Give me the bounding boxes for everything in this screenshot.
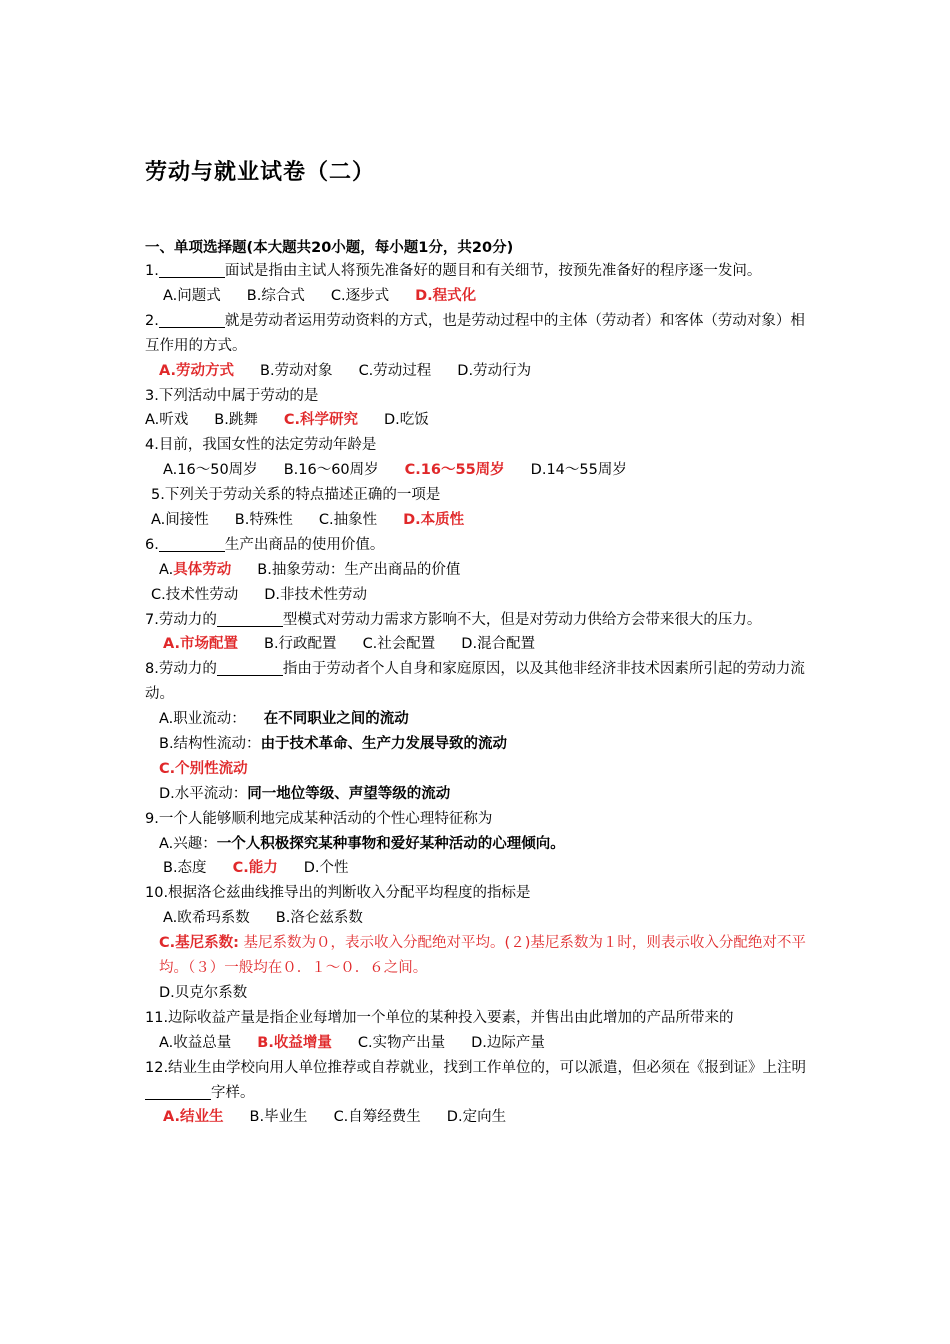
option-c: C.抽象性	[318, 511, 378, 528]
option-a: A.间接性	[151, 511, 209, 528]
question-list	[145, 259, 810, 1130]
option-a-label: A.职业流动：	[159, 711, 246, 728]
question-6	[145, 533, 810, 558]
option-d: D.吃饭	[384, 412, 429, 429]
option-c-answer	[145, 931, 810, 981]
option-a: A.问题式	[163, 287, 221, 304]
option-a-answer: A.结业生	[163, 1109, 224, 1126]
option-a	[145, 707, 810, 732]
options-6-row2	[145, 583, 810, 608]
option-a	[145, 832, 810, 857]
options-7	[145, 632, 810, 657]
section-heading: 一、单项选择题(本大题共20小题，每小题1分，共20分)	[145, 240, 514, 256]
option-c: C.实物产出量	[357, 1034, 446, 1051]
question-text: 指由于劳动者个人自身和家庭原因，以及其他非经济非技术因素所引起的劳动力流动。	[145, 661, 805, 703]
option-a-answer: A.市场配置	[163, 636, 238, 653]
option-b: B.态度	[163, 860, 207, 877]
option-d-answer: D.程式化	[415, 287, 477, 304]
option-d: D.14～55周岁	[530, 462, 627, 479]
option-b-answer: B.收益增量	[257, 1034, 332, 1051]
option-b: B.跳舞	[214, 412, 258, 429]
option-a: A.听戏	[145, 412, 189, 429]
answer-blank	[159, 535, 225, 552]
option-b: B.综合式	[246, 287, 305, 304]
option-d-label: D.水平流动：	[159, 785, 248, 802]
options-10	[145, 906, 810, 931]
option-d: D.混合配置	[461, 636, 536, 653]
question-12	[145, 1056, 810, 1106]
question-text: 型模式对劳动力需求方影响不大，但是对劳动力供给方会带来很大的压力。	[282, 611, 762, 628]
question-number: 8.劳动力的	[145, 661, 217, 678]
option-b: B.特殊性	[234, 511, 293, 528]
option-c-answer: C.科学研究	[283, 412, 358, 429]
option-b: B.抽象劳动：生产出商品的价值	[257, 561, 461, 578]
option-d-note: 同一地位等级、声望等级的流动	[247, 785, 451, 802]
question-9: 9.一个人能够顺利地完成某种活动的个性心理特征称为	[145, 810, 493, 827]
option-a-note: 在不同职业之间的流动	[263, 711, 409, 728]
options-9	[145, 856, 810, 881]
option-b: B.行政配置	[264, 636, 337, 653]
options-5	[145, 508, 810, 533]
question-3: 3.下列活动中属于劳动的是	[145, 387, 319, 404]
option-b: B.劳动对象	[260, 362, 333, 379]
option-c-answer: C.16～55周岁	[404, 462, 505, 479]
option-d-answer: D.本质性	[403, 511, 465, 528]
option-c: C.劳动过程	[358, 362, 432, 379]
option-d: D.边际产量	[471, 1034, 545, 1051]
option-a-prefix: A.	[159, 561, 174, 578]
option-c-answer: C.能力	[232, 860, 278, 877]
option-b: B.毕业生	[249, 1109, 308, 1126]
option-d: D.贝克尔系数	[159, 984, 248, 1001]
option-d: D.个性	[303, 860, 349, 877]
option-a	[159, 558, 231, 583]
question-5: 5.下列关于劳动关系的特点描述正确的一项是	[151, 487, 441, 504]
option-d	[145, 782, 810, 807]
option-b: B.16～60周岁	[283, 462, 379, 479]
question-text: 就是劳动者运用劳动资料的方式，也是劳动过程中的主体（劳动者）和客体（劳动对象）相互作用的方式。	[145, 312, 805, 354]
options-2	[145, 359, 810, 384]
option-b: B.洛仑兹系数	[275, 910, 363, 927]
question-number: 7.劳动力的	[145, 611, 217, 628]
options-6-row1	[145, 558, 810, 583]
option-a-answer: 具体劳动	[173, 561, 232, 578]
option-a-answer: A.劳动方式	[159, 362, 234, 379]
question-2	[145, 309, 810, 359]
option-d: D.定向生	[446, 1109, 507, 1126]
question-1	[145, 259, 810, 284]
question-4: 4.目前，我国女性的法定劳动年龄是	[145, 437, 377, 454]
page-title: 劳动与就业试卷（二）	[145, 160, 376, 185]
answer-blank	[159, 311, 225, 328]
option-a: A.欧希玛系数	[163, 910, 250, 927]
option-c: C.逐步式	[330, 287, 390, 304]
option-b-note: 由于技术革命、生产力发展导致的流动	[260, 736, 508, 753]
option-c-note: 基尼系数为０，表示收入分配绝对平均。(２)基尼系数为１时，则表示收入分配绝对不平均。（３）一般均在０．１～０．６之间。	[159, 935, 806, 977]
question-10: 10.根据洛仑兹曲线推导出的判断收入分配平均程度的指标是	[145, 885, 531, 902]
answer-blank	[145, 1083, 211, 1100]
option-a-note: 一个人积极探究某种事物和爱好某种活动的心理倾向。	[216, 835, 565, 852]
option-b-label: B.结构性流动：	[159, 736, 261, 753]
options-3	[145, 408, 810, 433]
question-suffix: 字样。	[211, 1084, 255, 1101]
option-a: A.16～50周岁	[163, 462, 258, 479]
option-d: D.非技术性劳动	[264, 586, 368, 603]
options-4	[145, 458, 810, 483]
option-c-answer: C.个别性流动	[159, 760, 248, 777]
question-number: 1.	[145, 263, 159, 279]
question-number: 2.	[145, 312, 159, 329]
question-number: 6.	[145, 536, 159, 553]
options-11	[145, 1031, 810, 1056]
options-12	[145, 1105, 810, 1130]
option-d: D.劳动行为	[457, 362, 532, 379]
options-1	[145, 284, 810, 309]
question-text: 生产出商品的使用价值。	[224, 536, 385, 553]
answer-blank	[217, 610, 283, 627]
option-c: C.技术性劳动	[151, 586, 239, 603]
question-text: 12.结业生由学校向用人单位推荐或自荐就业，找到工作单位的，可以派遣，但必须在《报到证》上注明	[145, 1059, 807, 1076]
option-c-label: C.基尼系数:	[159, 935, 239, 952]
question-7	[145, 608, 810, 633]
option-c: C.社会配置	[362, 636, 436, 653]
option-a-label: A.兴趣：	[159, 835, 217, 852]
answer-blank	[217, 659, 283, 676]
answer-blank	[159, 261, 225, 278]
question-text: 面试是指由主试人将预先准备好的题目和有关细节，按预先准备好的程序逐一发问。	[224, 263, 762, 279]
question-8	[145, 657, 810, 707]
option-a: A.收益总量	[159, 1034, 232, 1051]
question-11: 11.边际收益产量是指企业每增加一个单位的某种投入要素，并售出由此增加的产品所带来的	[145, 1009, 734, 1026]
option-c: C.自筹经费生	[333, 1109, 421, 1126]
option-b	[145, 732, 810, 757]
